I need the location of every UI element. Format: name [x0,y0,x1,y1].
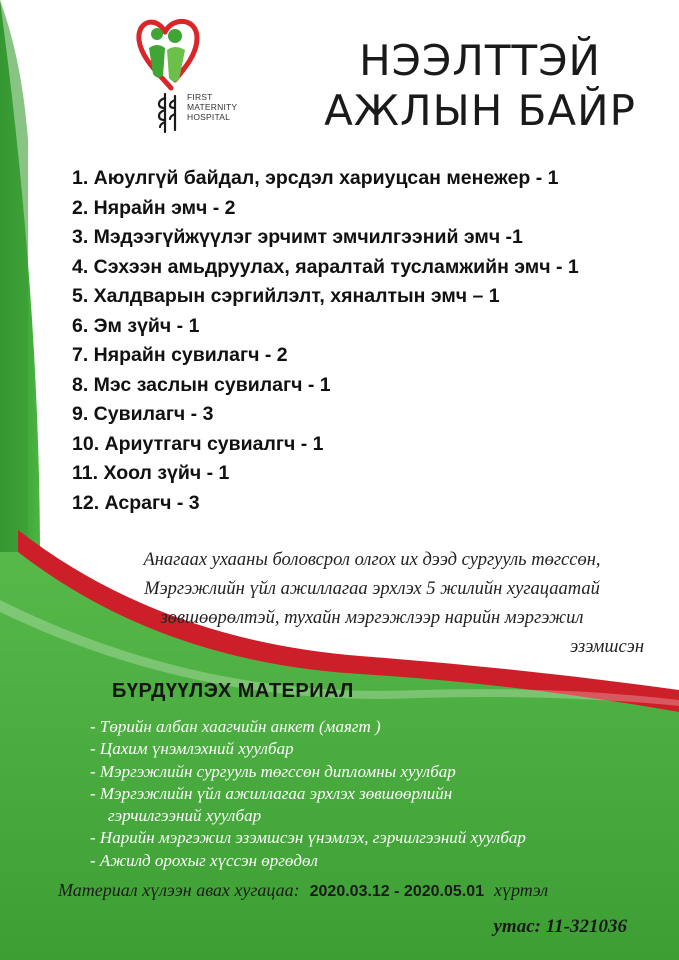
heart-family-icon [139,21,197,88]
position-item: 10. Ариутгагч сувиалгч - 1 [72,432,324,455]
position-item: 5. Халдварын сэргийлэлт, хяналтын эмч – 1 [72,285,500,307]
requirement-line: зөвшөөрөлтэй, тухайн мэргэжлээр нарийн мэргэжил [160,608,584,628]
deadline-label: Материал хүлээн авах хугацаа: [58,880,300,900]
mongolian-script-icon [159,94,175,132]
requirement-line: эзэмшсэн [570,637,644,657]
position-item: 11. Хоол зүйч - 1 [72,462,230,484]
deadline-suffix: хүртэл [494,880,549,900]
materials-heading: БҮРДҮҮЛЭХ МАТЕРИАЛ [112,680,354,702]
position-item: 12. Асрагч - 3 [72,491,200,514]
position-item: 9. Сувилагч - 3 [72,403,214,425]
position-item: 2. Нярайн эмч - 2 [72,196,236,219]
material-item: - Мэргэжлийн сургууль төгссөн дипломны хуулбар [90,761,456,781]
title-line-2: АЖЛЫН БАЙР [324,86,636,135]
position-item: 1. Аюулгүй байдал, эрсдэл хариуцсан менежер - 1 [72,167,559,189]
requirements-text [92,546,652,662]
page-title [300,36,660,136]
logo-name-line: MATERNITY [187,102,238,112]
title-line-1: НЭЭЛТТЭЙ [359,36,601,85]
deadline-dates: 2020.03.12 - 2020.05.01 [309,883,484,900]
material-item: - Цахим үнэмлэхний хуулбар [90,739,294,759]
material-item: - Төрийн албан хаагчийн анкет (маягт ) [90,717,381,736]
position-item: 8. Мэс заслын сувилагч - 1 [72,373,331,396]
logo-name-line: HOSPITAL [187,112,231,122]
requirement-line: Анагаах ухааны боловсрол олгох их дээд сургууль төгссөн, [143,550,601,570]
material-item: гэрчилгээний хуулбар [108,806,262,826]
material-item: - Ажилд орохыг хүссэн өргөдөл [90,850,318,870]
position-item: 3. Мэдээгүйжүүлэг эрчимт эмчилгээний эмч -1 [72,226,523,248]
logo-hospital-name [187,92,237,122]
deadline-line [58,880,548,901]
positions-list [72,164,579,518]
requirement-line: Мэргэжлийн үйл ажиллагаа эрхлэх 5 жилийн хугацаатай [144,579,600,599]
position-item: 4. Сэхээн амьдруулах, яаралтай тусламжийн эмч - 1 [72,255,579,278]
material-item: - Мэргэжлийн үйл ажиллагаа эрхлэх зөвшөөрлийн [90,783,453,803]
logo-name-line: FIRST [187,92,213,102]
position-item: 6. Эм зүйч - 1 [72,314,200,337]
contact-phone: утас: 11-321036 [493,916,627,937]
position-item: 7. Нярайн сувилагч - 2 [72,344,288,366]
material-item: - Нарийн мэргэжил эзэмшсэн үнэмлэх, гэрчилгээний хуулбар [90,828,526,848]
materials-list [90,716,526,872]
